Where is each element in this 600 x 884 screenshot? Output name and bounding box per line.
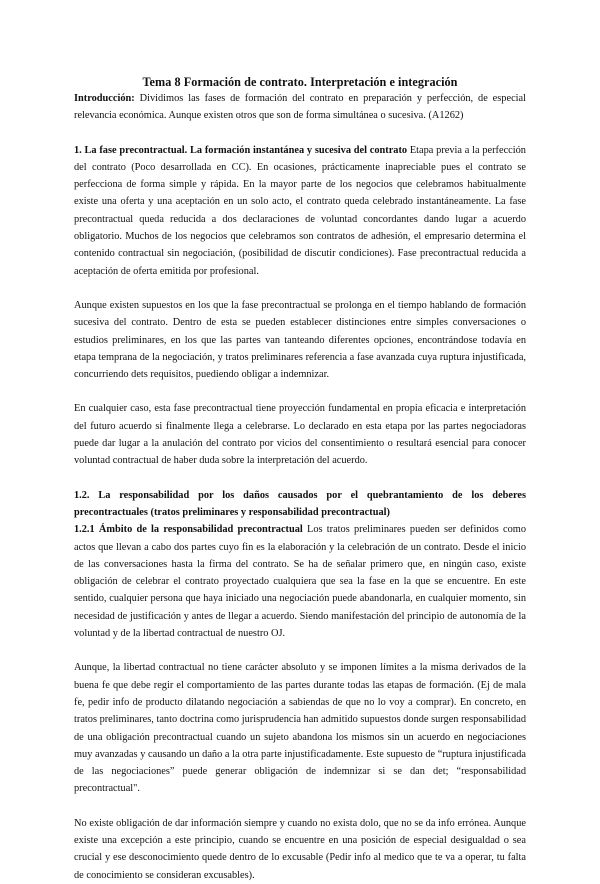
section121-paragraph-2: Aunque, la libertad contractual no tiene carácter absoluto y se imponen límites a la misma derivados de la buena fe que debe regir el comportamiento de las partes durante todas las etapas de formación. (Ej de mala fe, pedir info de producto dilatando negociación a sabiendas de que no lo voy a comprar). En concreto, en tratos preliminares, tanto doctrina como jurisprudencia han admitido supuestos donde surgen responsabilidad de una obligación precontractual cuando un sujeto abandona los mismos sin un acuerdo en negociaciones muy avanzadas y causando un daño a la otra parte injustificadamente. Este supuesto de “ruptura injustificada de las negociaciones” puede generar obligación de indemnizar si se dan det; “responsabilidad precontractual". <box>74 662 526 795</box>
section12-heading <box>74 487 526 522</box>
intro-label: Introducción: <box>74 93 135 104</box>
section121-paragraph-3: No existe obligación de dar información siempre y cuando no exista dolo, que no se da info errónea. Aunque existe una excepción a este principio, cuando se encuentre en una posición de especial desigualdad o sea crucial y ese desconocimiento quede dentro de lo excusable (Pedir info al medico que te va a operar, tu falta de conocimiento se consideran excusables). <box>74 817 526 881</box>
section121-text-1: Los tratos preliminares pueden ser definidos como actos que llevan a cabo dos partes cuyo fin es la elaboración y la celebración de un contrato. Desde el inicio de las conversaciones hasta la firma del contrato. Se ha de señalar primero que, en ningún caso, existe obligación de celebrar el contrato proyectado cualquiera que sea la fase en la que se encuentre. En este sentido, cualquier persona que haya iniciado una negociación puede abandonarla, en cualquier momento, sin necesidad de justificación y antes de llegar a acuerdo. Siendo manifestación del principio de autonomía de la voluntad y de la libertad contractual de nuestro OJ. <box>74 524 526 640</box>
document-title: Tema 8 Formación de contrato. Interpretación e integración <box>142 75 458 89</box>
section12-heading-text: 1.2. La responsabilidad por los daños causados por el quebrantamiento de los deberes precontractuales (tratos preliminares y responsabilidad precontractual) <box>74 489 526 518</box>
section1-heading: 1. La fase precontractual. La formación instantánea y sucesiva del contrato <box>74 144 408 156</box>
section1-text-1: Etapa previa a la perfección del contrato (Poco desarrollada en CC). En ocasiones, prácticamente inapreciable pues el contrato se perfecciona de forma simple y rápida. En la mayor parte de los negocios que celebramos habitualmente existe una oferta y una aceptación en un solo acto, el contrato queda celebrado instantáneamente. La fase precontractual queda reducida a dos declaraciones de voluntad concordantes dando lugar a acuerdo obligatorio. Muchos de los negocios que celebramos son contratos de adhesión, el empresario determina el contenido contractual sin negociación, (posibilidad de discutir condiciones). Fase precontractual reducida a aceptación de oferta emitida por profesional. <box>74 144 526 277</box>
section1-paragraph-1 <box>74 142 526 280</box>
section1-paragraph-2: Aunque existen supuestos en los que la fase precontractual se prolonga en el tiempo hablando de formación sucesiva del contrato. Dentro de esta se pueden establecer distinciones entre simples conversaciones o estudios preliminares, en los que las partes van tanteando diferentes opciones, encontrándose todavía en etapa temprana de la negociación, y tratos preliminares referencia a fase avanzada cuya ruptura injustificada, concurriendo dets requisitos, puediendo obligar a indemnizar. <box>74 299 526 381</box>
intro-paragraph <box>74 90 526 125</box>
section121-heading: 1.2.1 Ámbito de la responsabilidad precontractual <box>74 524 303 536</box>
section121-paragraph-1 <box>74 521 526 642</box>
intro-text: Dividimos las fases de formación del contrato en preparación y perfección, de especial relevancia económica. Aunque existen otros que son de forma simultánea o sucesiva. (A1262) <box>74 93 526 122</box>
section1-paragraph-3: En cualquier caso, esta fase precontractual tiene proyección fundamental en propia eficacia e interpretación del futuro acuerdo si finalmente llega a celebrarse. Lo declarado en esta etapa por las partes negociadoras puede dar lugar a la anulación del contrato por vicios del consentimiento o resultará esencial para conocer voluntad contractual de haber duda sobre la interpretación del acuerdo. <box>74 403 526 467</box>
